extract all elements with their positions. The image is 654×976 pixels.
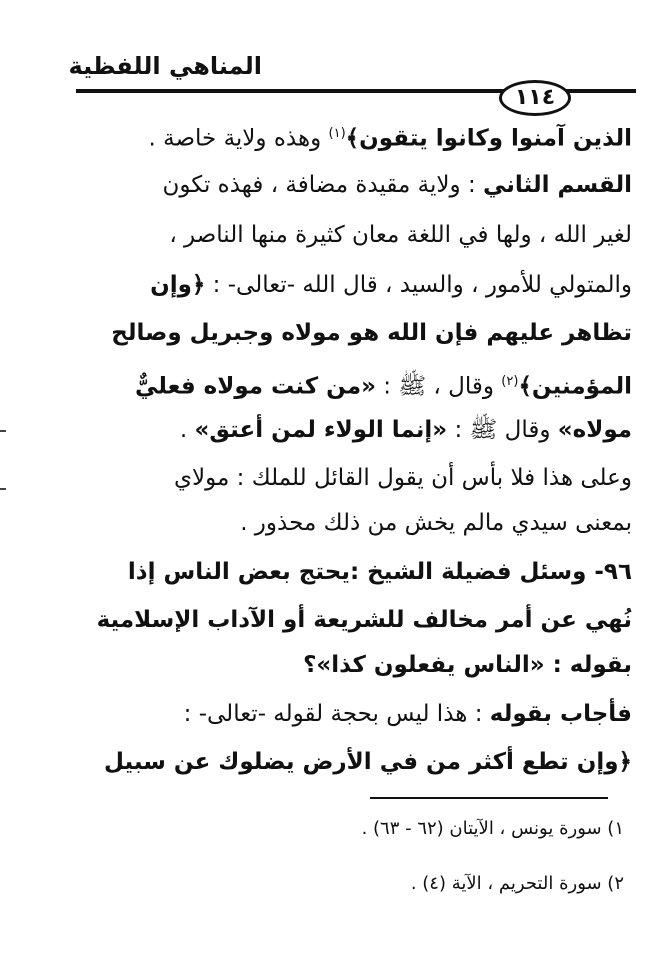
footnote-ref-1: (١) [328, 126, 346, 141]
verse-start: ﴿وإن [150, 272, 206, 298]
verse-text: تظاهر عليهم فإن الله هو مولاه وجبريل وصالح [111, 320, 632, 346]
text-line-12 [303, 645, 632, 685]
text-line-6 [135, 362, 632, 407]
line-text: : ولاية مقيدة مضافة ، فهذه تكون [162, 172, 484, 198]
text-line-14 [104, 742, 632, 782]
footnote-2: ٢) سورة التحريم ، الآية (٤) . [410, 873, 624, 894]
answer-heading: فأجاب بقوله [489, 701, 632, 727]
line-text: والمتولي للأمور ، والسيد ، قال الله -تعالى- : [205, 272, 632, 298]
text-line-3 [169, 215, 632, 255]
verse-end: المؤمنين﴾ [518, 373, 632, 400]
text-line-2 [162, 165, 632, 205]
text-line-5 [111, 313, 632, 353]
verse-end: الذين آمنوا وكانوا يتقون﴾ [345, 125, 632, 152]
line-text: . [179, 417, 195, 443]
line-text: : هذا ليس بحجة لقوله -تعالى- : [183, 701, 490, 727]
line-text: وقال ، ﷺ : [375, 373, 502, 400]
scan-mark [0, 430, 6, 432]
question-heading: ٩٦- وسئل فضيلة الشيخ :يحتج بعض الناس إذا [127, 559, 632, 585]
text-line-10 [128, 552, 632, 592]
question-text: نُهي عن أمر مخالف للشريعة أو الآداب الإسلامية [96, 607, 632, 633]
footnote-ref-2: (٢) [501, 374, 519, 389]
line-text: بمعنى سيدي مالم يخش من ذلك محذور . [240, 510, 632, 536]
question-text: بقوله : «الناس يفعلون كذا»؟ [303, 652, 632, 678]
hadith-end: مولاه» [557, 417, 632, 443]
hadith-text: «إنما الولاء لمن أعتق» [194, 417, 448, 443]
section-heading: القسم الثاني [483, 172, 632, 198]
running-header-title: المناهي اللفظية [68, 52, 262, 80]
scan-mark [0, 488, 6, 490]
verse-text: ﴿وإن تطع أكثر من في الأرض يضلوك عن سبيل [103, 749, 632, 775]
line-text: وعلى هذا فلا بأس أن يقول القائل للملك : مولاي [174, 465, 632, 491]
footnote-1: ١) سورة يونس ، الآيتان (٦٢ - ٦٣) . [361, 818, 624, 839]
text-line-13 [184, 694, 632, 734]
text-line-9 [240, 503, 632, 543]
text-line-8 [174, 458, 632, 498]
footnote-rule [370, 797, 608, 799]
text-line-4 [150, 265, 632, 305]
hadith-text: «من كنت مولاه فعليٌّ [134, 373, 376, 400]
page-number: ١١٤ [499, 80, 571, 116]
text-line-1 [149, 114, 632, 159]
text-line-11 [97, 600, 632, 640]
text-line-7 [180, 410, 632, 450]
line-text: وهذه ولاية خاصة . [148, 125, 329, 152]
line-text: لغير الله ، ولها في اللغة معان كثيرة منها الناصر ، [169, 222, 632, 248]
line-text: وقال ﷺ : [447, 417, 558, 443]
